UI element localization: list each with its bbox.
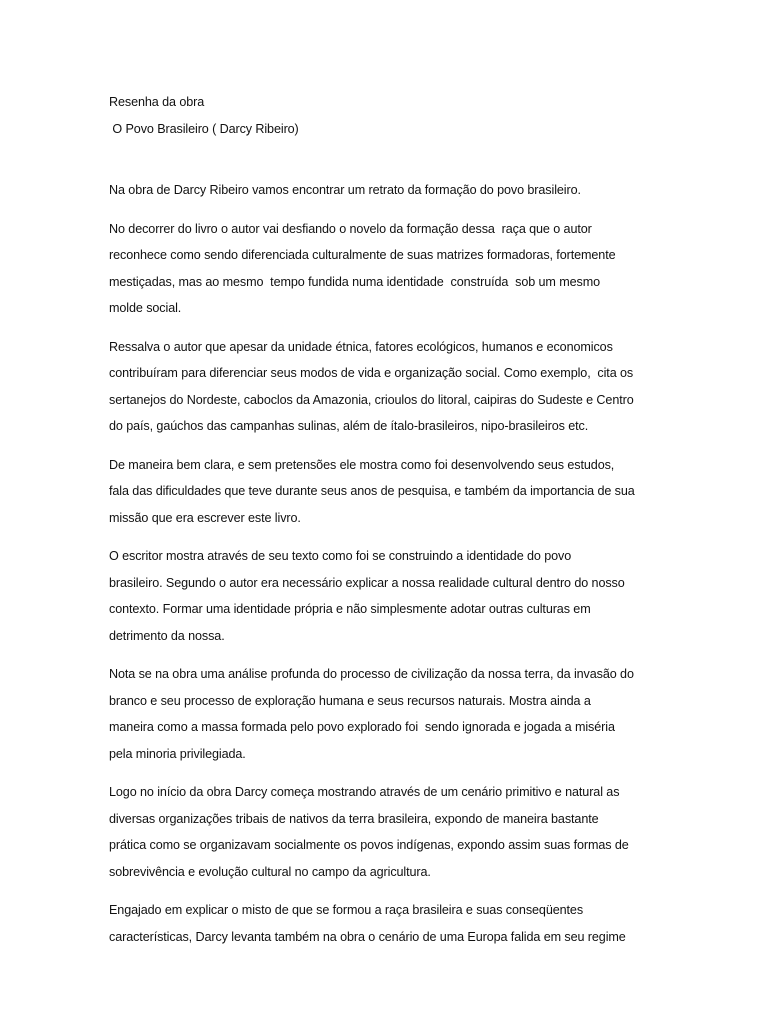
paragraph-line: detrimento da nossa. <box>109 628 225 643</box>
paragraph-line: De maneira bem clara, e sem pretensões ele mostra como foi desenvolvendo seus estudos, <box>109 457 615 472</box>
paragraph-line: sobrevivência e evolução cultural no campo da agricultura. <box>109 864 431 879</box>
paragraph-line: pela minoria privilegiada. <box>109 746 246 761</box>
paragraph-line: Engajado em explicar o misto de que se formou a raça brasileira e suas conseqüentes <box>109 903 584 917</box>
paragraph <box>109 661 669 767</box>
paragraph-line: características, Darcy levanta também na obra o cenário de uma Europa falida em seu regime <box>109 929 626 944</box>
paragraph-line: brasileiro. Segundo o autor era necessário explicar a nossa realidade cultural dentro do nosso <box>109 575 625 590</box>
paragraph-line: Na obra de Darcy Ribeiro vamos encontrar um retrato da formação do povo brasileiro. <box>109 183 581 197</box>
paragraph-line: contexto. Formar uma identidade própria e não simplesmente adotar outras culturas em <box>109 602 591 616</box>
paragraph <box>109 177 669 204</box>
review-heading: Resenha da obra <box>109 95 205 109</box>
paragraph-line: No decorrer do livro o autor vai desfiando o novelo da formação dessa raça que o autor <box>109 221 592 236</box>
paragraph <box>109 216 669 322</box>
book-title: O Povo Brasileiro ( Darcy Ribeiro) <box>109 121 299 136</box>
paragraph-line: O escritor mostra através de seu texto como foi se construindo a identidade do povo <box>109 549 572 563</box>
paragraph-line: branco e seu processo de exploração humana e seus recursos naturais. Mostra ainda a <box>109 693 591 708</box>
paragraph-line: Ressalva o autor que apesar da unidade étnica, fatores ecológicos, humanos e economicos <box>109 339 613 354</box>
paragraph-line: missão que era escrever este livro. <box>109 510 301 525</box>
paragraph-line: sertanejos do Nordeste, caboclos da Amazonia, crioulos do litoral, caipiras do Sudeste e Centro <box>109 392 634 407</box>
paragraph-line: fala das dificuldades que teve durante seus anos de pesquisa, e também da importancia de sua <box>109 484 635 498</box>
paragraph-line: reconhece como sendo diferenciada culturalmente de suas matrizes formadoras, fortemente <box>109 248 616 262</box>
paragraph <box>109 334 669 440</box>
document-body <box>109 89 669 962</box>
title-block <box>109 89 669 142</box>
paragraph-line: maneira como a massa formada pelo povo explorado foi sendo ignorada e jogada a miséria <box>109 720 615 734</box>
paragraph <box>109 452 669 532</box>
paragraph-line: Logo no início da obra Darcy começa mostrando através de um cenário primitivo e natural as <box>109 785 620 799</box>
paragraph-line: molde social. <box>109 301 182 315</box>
paragraph-line: Nota se na obra uma análise profunda do processo de civilização da nossa terra, da invasão do <box>109 667 634 681</box>
paragraph-line: contribuíram para diferenciar seus modos de vida e organização social. Como exemplo, cita os <box>109 366 634 380</box>
paragraph <box>109 779 669 885</box>
paragraph <box>109 543 669 649</box>
paragraph-line: prática como se organizavam socialmente os povos indígenas, expondo assim suas formas de <box>109 838 629 852</box>
paragraph <box>109 897 669 950</box>
paragraph-line: diversas organizações tribais de nativos da terra brasileira, expondo de maneira bastante <box>109 811 599 826</box>
paragraph-line: do país, gaúchos das campanhas sulinas, além de ítalo-brasileiros, nipo-brasileiros etc. <box>109 419 589 433</box>
paragraph-line: mestiçadas, mas ao mesmo tempo fundida numa identidade construída sob um mesmo <box>109 274 601 289</box>
